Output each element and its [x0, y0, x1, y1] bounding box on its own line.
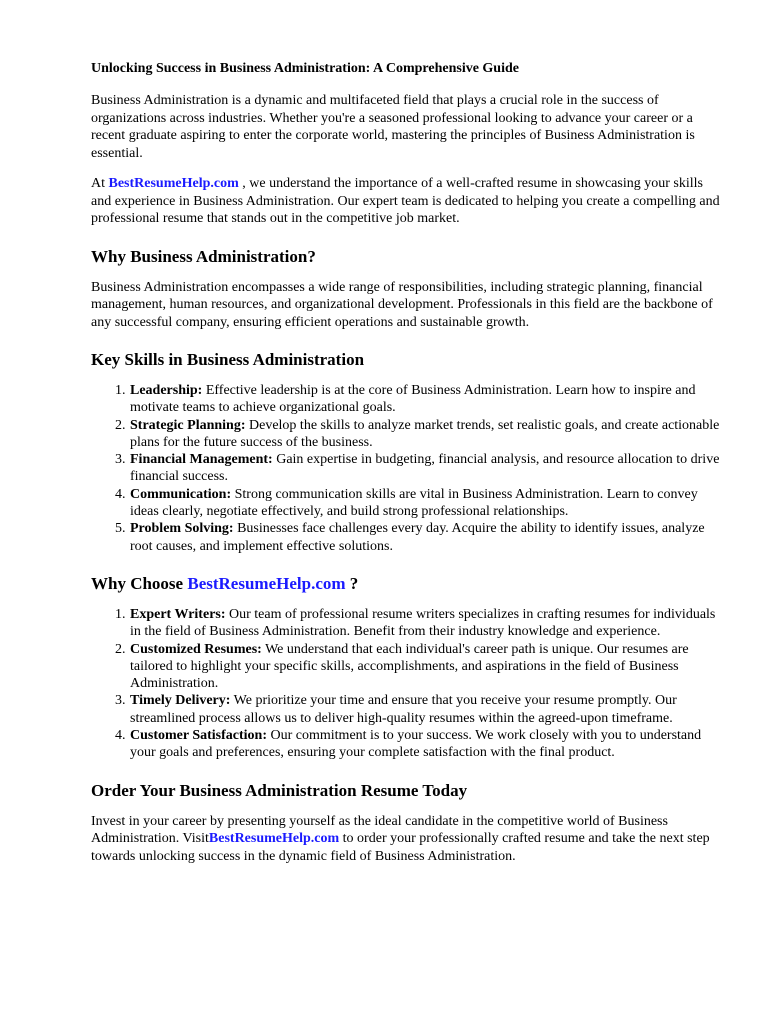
about-paragraph	[91, 175, 722, 228]
list-item	[129, 641, 722, 693]
list-item-text: Gain expertise in budgeting, financial analysis, and resource allocation to drive financial success.	[130, 452, 720, 485]
choose-heading-prefix: Why Choose	[91, 573, 188, 593]
list-item-text: Businesses face challenges every day. Acquire the ability to identify issues, analyze root causes, and implement effective solutions.	[130, 521, 705, 554]
order-link[interactable]: BestResumeHelp.com	[208, 831, 340, 847]
order-paragraph	[91, 813, 722, 866]
list-item-term: Customized Resumes:	[130, 641, 262, 657]
choose-list	[91, 606, 722, 762]
list-item-term: Strategic Planning:	[130, 417, 246, 433]
choose-heading-link[interactable]: BestResumeHelp.com	[187, 573, 346, 593]
list-item-term: Leadership:	[130, 383, 203, 398]
about-suffix: , we understand the importance of a well-crafted resume in showcasing your skills and experience in Business Administration. Our expert team is dedicated to helping you create a compelling and professional resume that stands out in the competitive job market.	[91, 176, 720, 226]
list-item	[129, 727, 722, 762]
intro-paragraph: Business Administration is a dynamic and multifaceted field that plays a crucial role in the success of organizations across industries. Whether you're a seasoned professional looking to advance your career or a recent graduate aspiring to enter the corporate world, mastering the principles of Business Administration is essential.	[91, 93, 695, 161]
list-item	[129, 417, 722, 452]
skills-list	[91, 382, 722, 555]
list-item-term: Problem Solving:	[130, 521, 234, 537]
order-heading: Order Your Business Administration Resume Today	[91, 780, 468, 800]
list-item	[129, 692, 722, 727]
document-title: Unlocking Success in Business Administration: A Comprehensive Guide	[91, 61, 519, 76]
about-prefix: At	[91, 176, 109, 191]
order-prefix: Invest in your career by presenting yourself as the ideal candidate in the competitive world of Business Administration. Visit	[91, 813, 668, 847]
list-item-text: Strong communication skills are vital in Business Administration. Learn to convey ideas clearly, negotiate effectively, and build strong professional relationships.	[130, 486, 698, 520]
list-item-term: Financial Management:	[130, 452, 273, 468]
list-item-term: Customer Satisfaction:	[130, 728, 268, 744]
list-item	[129, 486, 722, 521]
why-paragraph: Business Administration encompasses a wide range of responsibilities, including strategic planning, financial management, human resources, and organizational development. Professionals in this field are the backbone of any successful company, ensuring efficient operations and sustainable growth.	[91, 279, 713, 330]
list-item-term: Timely Delivery:	[130, 693, 231, 709]
bestresumehelp-link[interactable]: BestResumeHelp.com	[108, 176, 239, 191]
list-item	[129, 451, 722, 486]
list-item-text: We understand that each individual's career path is unique. Our resumes are tailored to highlight your specific skills, accomplishments, and aspirations in the field of Business Administration.	[130, 641, 689, 692]
list-item-text: We prioritize your time and ensure that you receive your resume promptly. Our streamlined process allows us to deliver high-quality resumes within the agreed-upon timeframe.	[130, 693, 677, 726]
list-item	[129, 606, 722, 641]
list-item	[129, 520, 722, 555]
list-item	[129, 382, 722, 417]
list-item-text: Our commitment is to your success. We work closely with you to understand your goals and preferences, ensuring your complete satisfaction with the final product.	[130, 728, 702, 761]
list-item-text: Our team of professional resume writers specializes in crafting resumes for individuals in the field of Business Administration. Benefit from their industry knowledge and experience.	[130, 606, 716, 640]
why-heading: Why Business Administration?	[91, 246, 316, 266]
order-suffix: to order your professionally crafted resume and take the next step towards unlocking success in the dynamic field of Business Administration.	[91, 831, 710, 864]
skills-heading: Key Skills in Business Administration	[91, 350, 365, 369]
list-item-text: Effective leadership is at the core of Business Administration. Learn how to inspire and motivate teams to achieve organizational goals.	[130, 383, 696, 416]
list-item-text: Develop the skills to analyze market trends, set realistic goals, and create actionable plans for the future success of the business.	[130, 417, 720, 450]
list-item-term: Expert Writers:	[130, 606, 226, 622]
choose-heading-suffix: ?	[345, 573, 359, 593]
choose-heading	[91, 573, 722, 595]
list-item-term: Communication:	[130, 486, 232, 502]
